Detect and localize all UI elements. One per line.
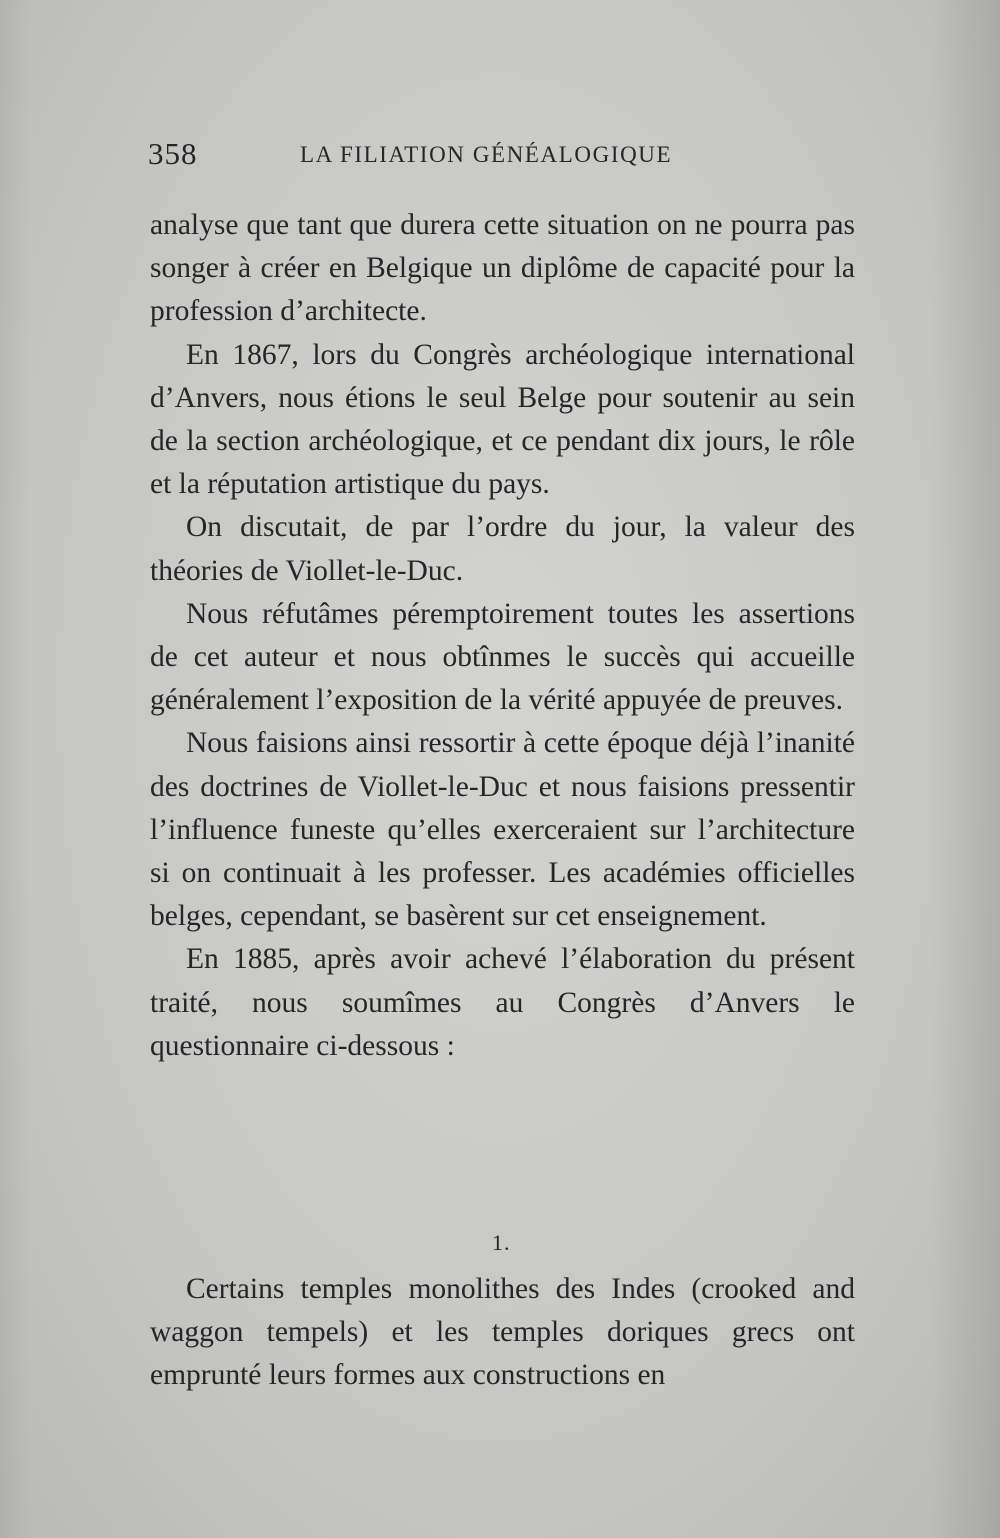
paragraph-temples: Certains temples monolithes des Indes (crooked and waggon tempels) et les temples doriques grecs ont emprunté leurs formes aux constructions en — [150, 1273, 855, 1392]
page-left-shadow — [0, 0, 30, 1538]
main-text — [150, 204, 855, 1068]
paragraph-doctrines: Nous faisions ainsi ressortir à cette époque déjà l’inanité des doctrines de Viollet-le-Duc et nous faisions pressentir l’influence funeste qu’elles exerceraient sur l’architecture si on continuait à les professer. Les académies officielles belges, cependant, se basèrent sur cet enseignement. — [150, 727, 855, 933]
page-edge-shadow — [930, 0, 1000, 1538]
section-text — [150, 1268, 855, 1398]
page-number: 358 — [148, 136, 198, 171]
paragraph-congress-1867: En 1867, lors du Congrès archéologique international d’Anvers, nous étions le seul Belge pour soutenir au sein de la section archéologique, et ce pendant dix jours, le rôle et la réputation artistique du pays. — [150, 338, 855, 501]
running-head — [148, 136, 858, 176]
running-title: LA FILIATION GÉNÉALOGIQUE — [300, 142, 673, 167]
paragraph-refutation: Nous réfutâmes péremptoirement toutes les assertions de cet auteur et nous obtînmes le succès qui accueille généralement l’exposition de la vérité appuyée de preuves. — [150, 597, 855, 717]
paragraph-congress-1885: En 1885, après avoir achevé l’élaboration du présent traité, nous soumîmes au Congrès d’Anvers le questionnaire ci-dessous : — [150, 943, 855, 1062]
paragraph-viollet-le-duc-theories: On discutait, de par l’ordre du jour, la valeur des théories de Viollet-le-Duc. — [150, 511, 855, 587]
section-number: 1. — [492, 1230, 511, 1255]
paragraph-continuation: analyse que tant que durera cette situation on ne pourra pas songer à créer en Belgique un diplôme de capacité pour la profession d’architecte. — [150, 209, 855, 328]
